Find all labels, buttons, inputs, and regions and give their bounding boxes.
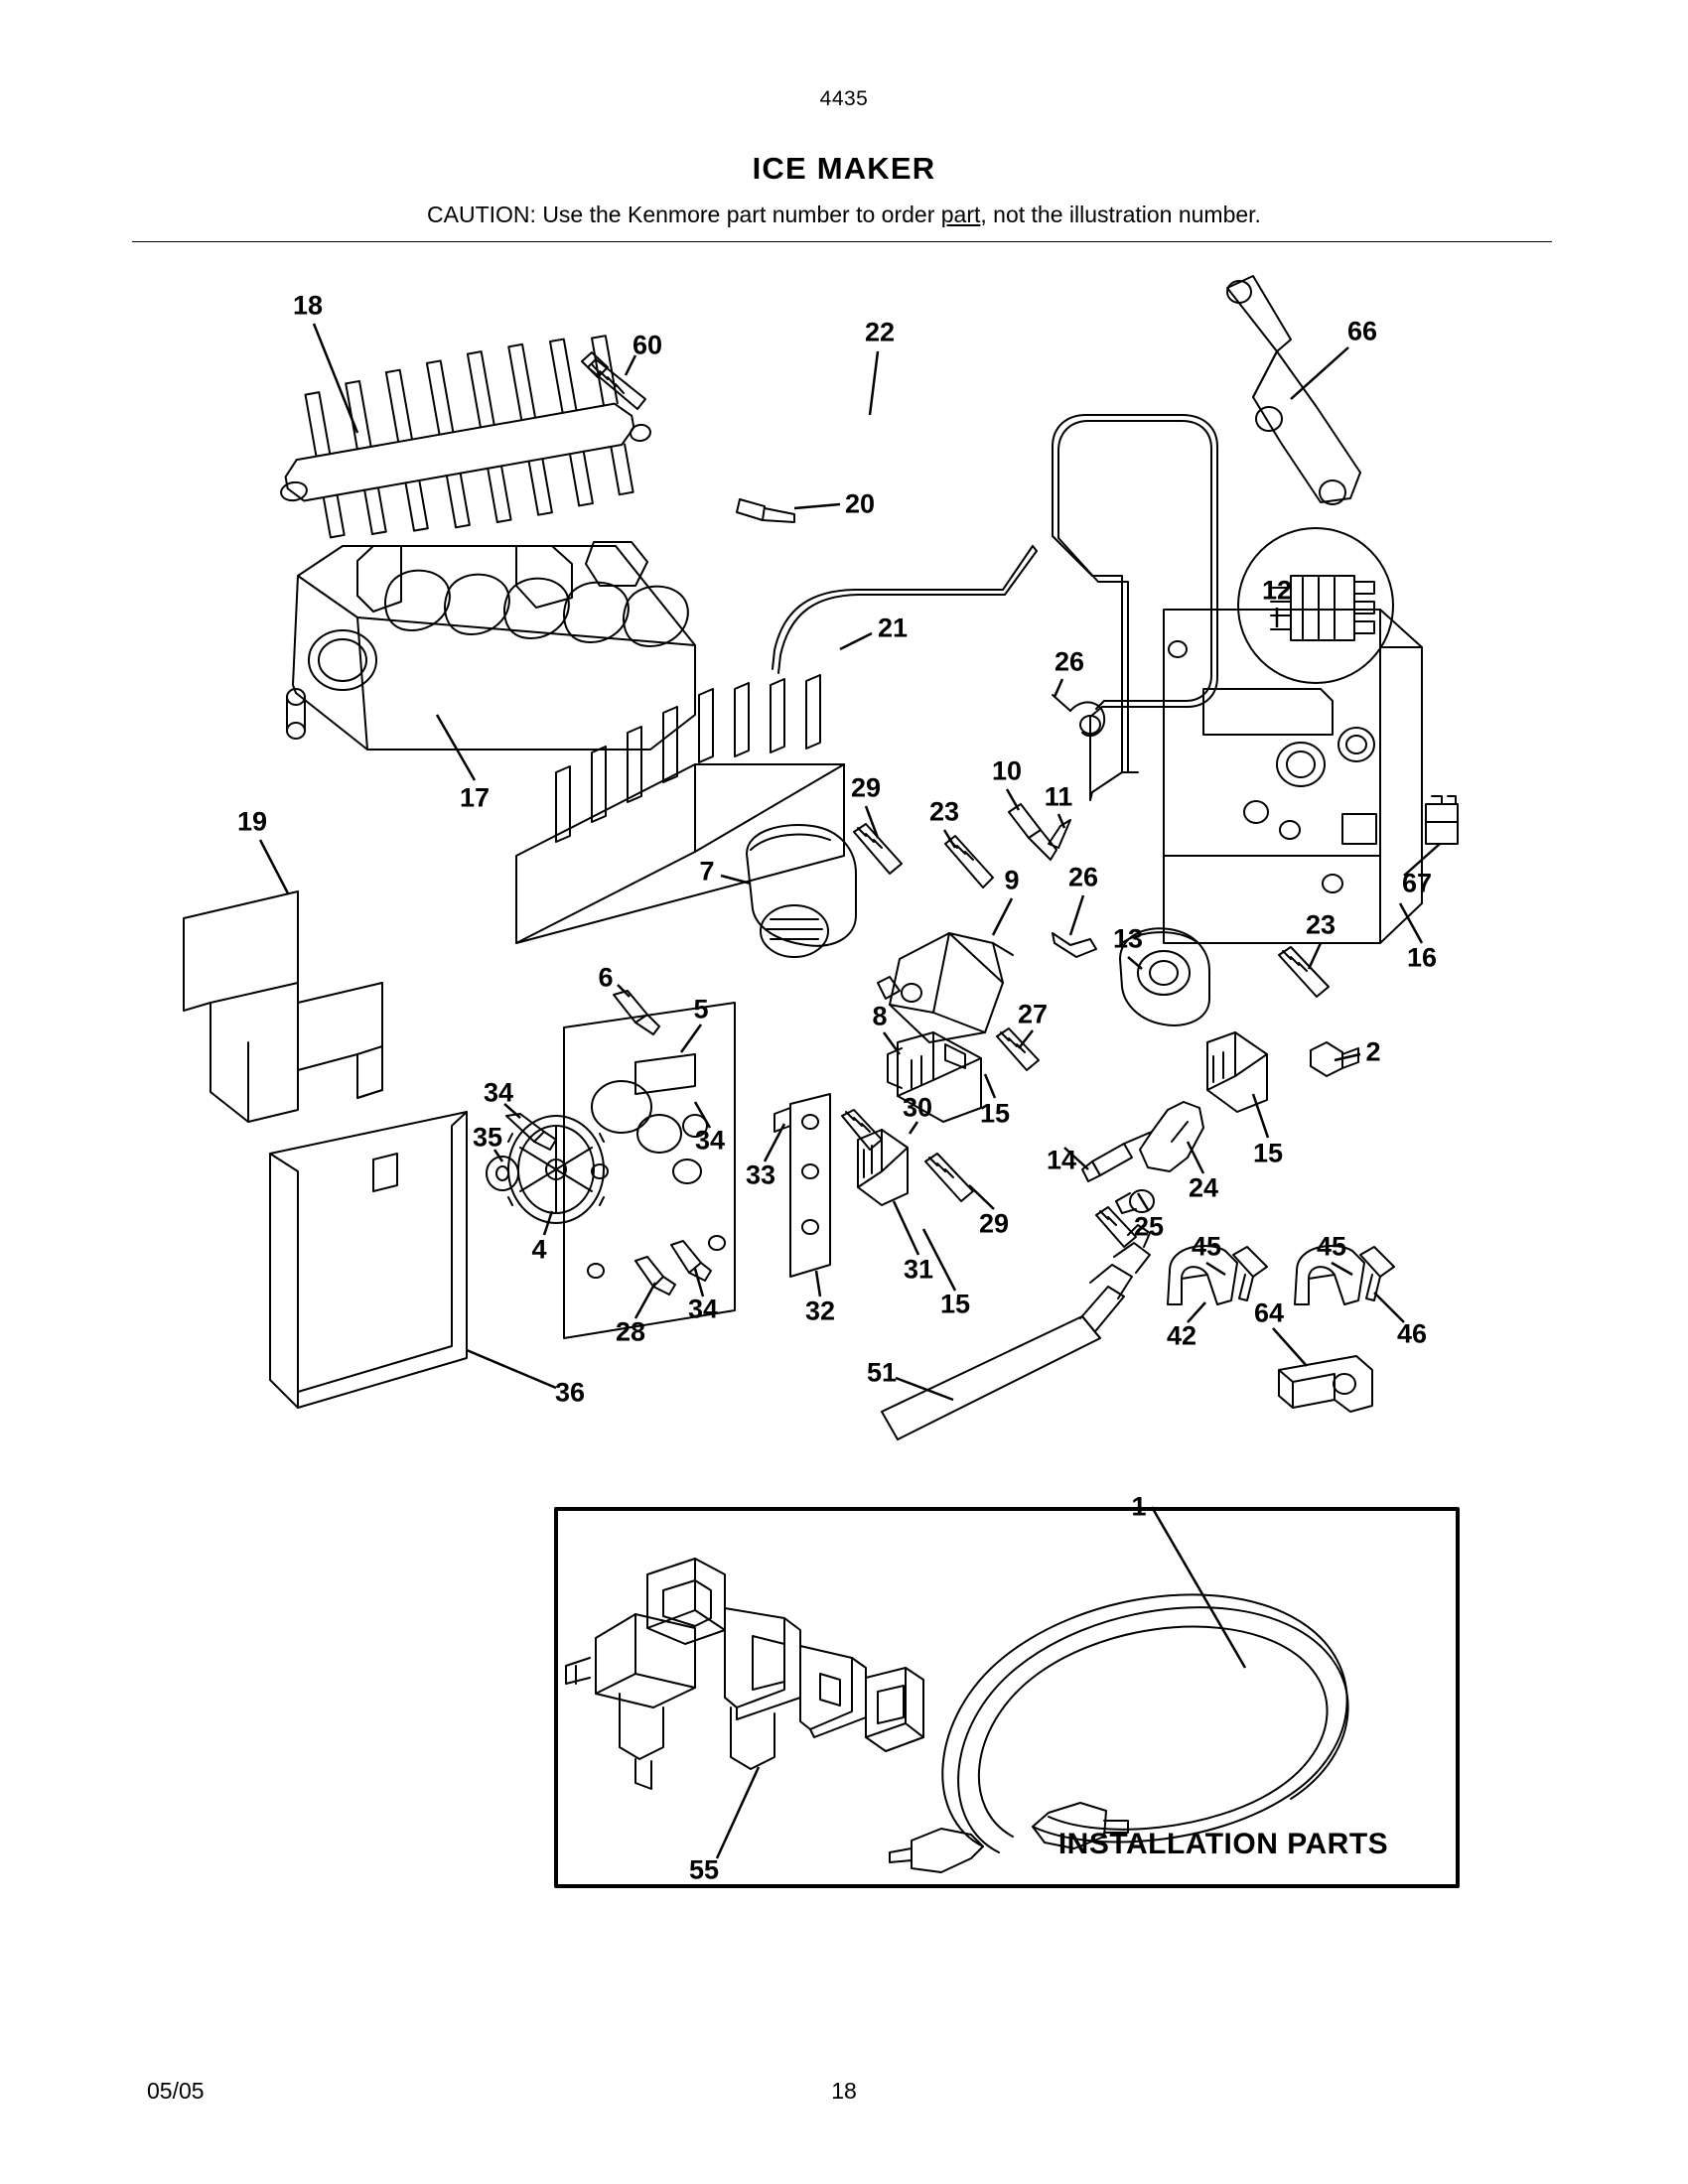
callout-45: 45: [1191, 1231, 1222, 1262]
callout-5: 5: [693, 994, 709, 1024]
callout-29: 29: [850, 772, 882, 803]
callout-31: 31: [903, 1254, 934, 1285]
callout-64: 64: [1253, 1297, 1285, 1328]
footer-page-number: 18: [831, 2078, 857, 2104]
callout-15: 15: [939, 1289, 971, 1319]
callout-42: 42: [1166, 1320, 1197, 1351]
page-title: ICE MAKER: [752, 151, 936, 186]
callout-46: 46: [1396, 1318, 1428, 1349]
callout-34: 34: [687, 1294, 719, 1324]
callout-13: 13: [1112, 923, 1144, 954]
callout-22: 22: [864, 317, 896, 347]
callout-33: 33: [745, 1160, 776, 1190]
callout-30: 30: [902, 1092, 933, 1123]
callout-20: 20: [844, 488, 876, 519]
callout-11: 11: [1044, 781, 1073, 812]
callout-55: 55: [688, 1854, 720, 1885]
callout-35: 35: [472, 1122, 503, 1153]
callout-15: 15: [1252, 1138, 1284, 1168]
callout-66: 66: [1346, 316, 1378, 346]
callout-18: 18: [292, 290, 324, 321]
caution-suffix: , not the illustration number.: [980, 202, 1261, 227]
callout-67: 67: [1401, 868, 1433, 898]
callout-16: 16: [1406, 942, 1438, 973]
installation-parts-label: INSTALLATION PARTS: [1057, 1828, 1389, 1860]
callout-12: 12: [1261, 575, 1293, 606]
caution-note: [0, 202, 1688, 228]
header-divider: [132, 241, 1552, 242]
callout-19: 19: [236, 806, 268, 837]
callout-21: 21: [877, 613, 909, 643]
callout-10: 10: [991, 755, 1023, 786]
caution-prefix: CAUTION: Use the Kenmore part number to order: [427, 202, 941, 227]
callout-34: 34: [483, 1077, 514, 1108]
callout-17: 17: [459, 782, 491, 813]
callout-24: 24: [1188, 1172, 1219, 1203]
callout-26: 26: [1067, 862, 1099, 892]
callout-7: 7: [699, 856, 715, 887]
callout-23: 23: [1305, 909, 1336, 940]
callout-15: 15: [979, 1098, 1011, 1129]
callout-8: 8: [872, 1001, 888, 1031]
callout-60: 60: [632, 330, 663, 360]
callout-6: 6: [598, 962, 614, 993]
callout-27: 27: [1017, 999, 1049, 1029]
callout-51: 51: [866, 1357, 898, 1388]
callout-25: 25: [1133, 1211, 1165, 1242]
callout-45: 45: [1316, 1231, 1347, 1262]
exploded-view-diagram: [0, 248, 1688, 2035]
callout-4: 4: [531, 1234, 547, 1265]
callout-29: 29: [978, 1208, 1010, 1239]
footer-date: 05/05: [147, 2078, 205, 2104]
callout-36: 36: [554, 1377, 586, 1408]
callout-28: 28: [615, 1316, 646, 1347]
model-number: 4435: [819, 87, 869, 110]
callout-26: 26: [1054, 646, 1085, 677]
callout-23: 23: [928, 796, 960, 827]
callout-1: 1: [1131, 1491, 1147, 1522]
callout-34: 34: [694, 1125, 726, 1156]
callout-9: 9: [1004, 865, 1020, 895]
caution-underlined-word: part: [940, 202, 981, 227]
callout-14: 14: [1046, 1145, 1077, 1175]
callout-32: 32: [804, 1296, 836, 1326]
callout-2: 2: [1365, 1036, 1381, 1067]
